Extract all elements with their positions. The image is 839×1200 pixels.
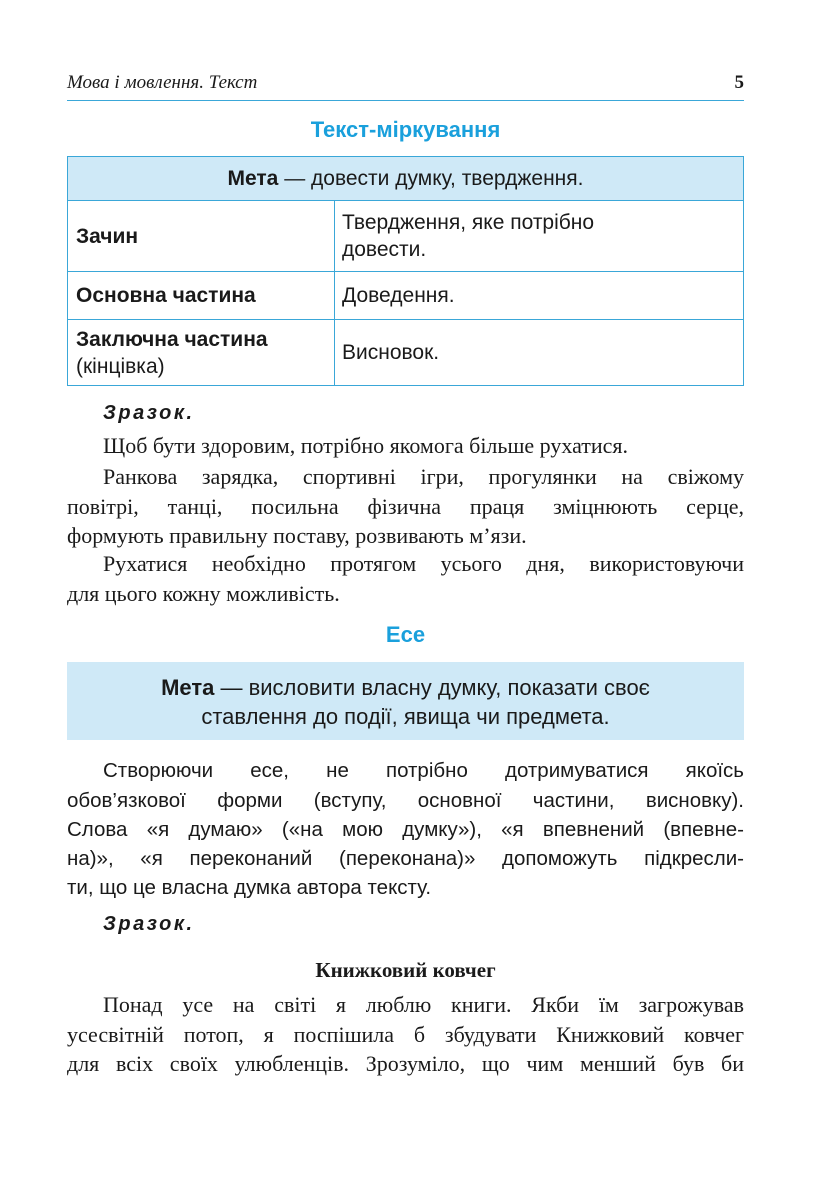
table-row [68,201,744,272]
goal-line [67,673,744,703]
goal-line: ставлення до події, явища чи предмета. [201,704,610,729]
page-number: 5 [734,72,744,93]
table-cell-content [335,320,744,386]
sample-label: Зразок. [103,402,195,424]
table-row [68,272,744,320]
table-head-cell [68,157,744,201]
goal-text: — довести думку, твердження. [278,167,584,190]
table-cell-part [68,272,335,320]
sample-line: формують правильну поставу, розвивають м’язи. [67,523,527,548]
running-title: Мова і мовлення. Текст [67,72,258,93]
goal-label: Мета [227,167,279,190]
sample-line: Ранкова зарядка, спортивні ігри, прогулянки на свіжому [103,464,744,489]
sample-line: Понад усе на світі я люблю книги. Якби їм загрожував [103,992,744,1017]
part-label: Заключна частина [76,327,268,351]
page-header [67,70,744,101]
table-cell-content [335,201,744,272]
sample-line: повітрі, танці, посильна фізична праця зміцнюють серце, [67,494,744,519]
goal-text: — висловити власну думку, показати своє [214,675,650,700]
body-line: на)», «я переконаний (переконана)» допоможуть підкресли- [67,847,744,870]
essay-goal-box [67,662,744,740]
structure-table [67,156,744,386]
table-row [68,320,744,386]
goal-label: Мета [161,675,215,700]
sample-line: усесвітній потоп, я поспішила б збудувати Книжковий ковчег [67,1022,744,1047]
section-title-essay: Есе [385,622,426,647]
sample-label: Зразок. [103,913,195,935]
table-cell-part [68,320,335,386]
content-line: довести. [342,238,427,261]
part-note: (кінцівка) [76,354,165,378]
body-line: ти, що це власна думка автора тексту. [67,876,432,899]
content-line: Доведення. [342,284,455,307]
table-cell-content [335,272,744,320]
body-line: Створюючи есе, не потрібно дотримуватися якоїсь [103,759,744,782]
part-label: Зачин [76,224,139,248]
body-line: обов’язкової форми (вступу, основної частини, висновку). [67,789,744,812]
body-line: Слова «я думаю» («на мою думку»), «я впевнений (впевне- [67,818,744,841]
sample-line: для цього кожну можливість. [67,581,340,606]
sample-line: для всіх своїх улюбленців. Зрозуміло, що чим менший був би [67,1051,744,1076]
table-cell-part [68,201,335,272]
content-line: Висновок. [342,341,440,364]
sample-line: Рухатися необхідно протягом усього дня, використовуючи [103,551,744,576]
sample-line: Щоб бути здоровим, потрібно якомога більше рухатися. [103,433,629,458]
section-title-reasoning: Текст-міркування [310,117,501,142]
table-head-row [68,157,744,201]
part-label: Основна частина [76,284,256,307]
content-line: Твердження, яке потрібно [342,211,595,234]
sample-title: Книжковий ковчег [315,958,496,982]
